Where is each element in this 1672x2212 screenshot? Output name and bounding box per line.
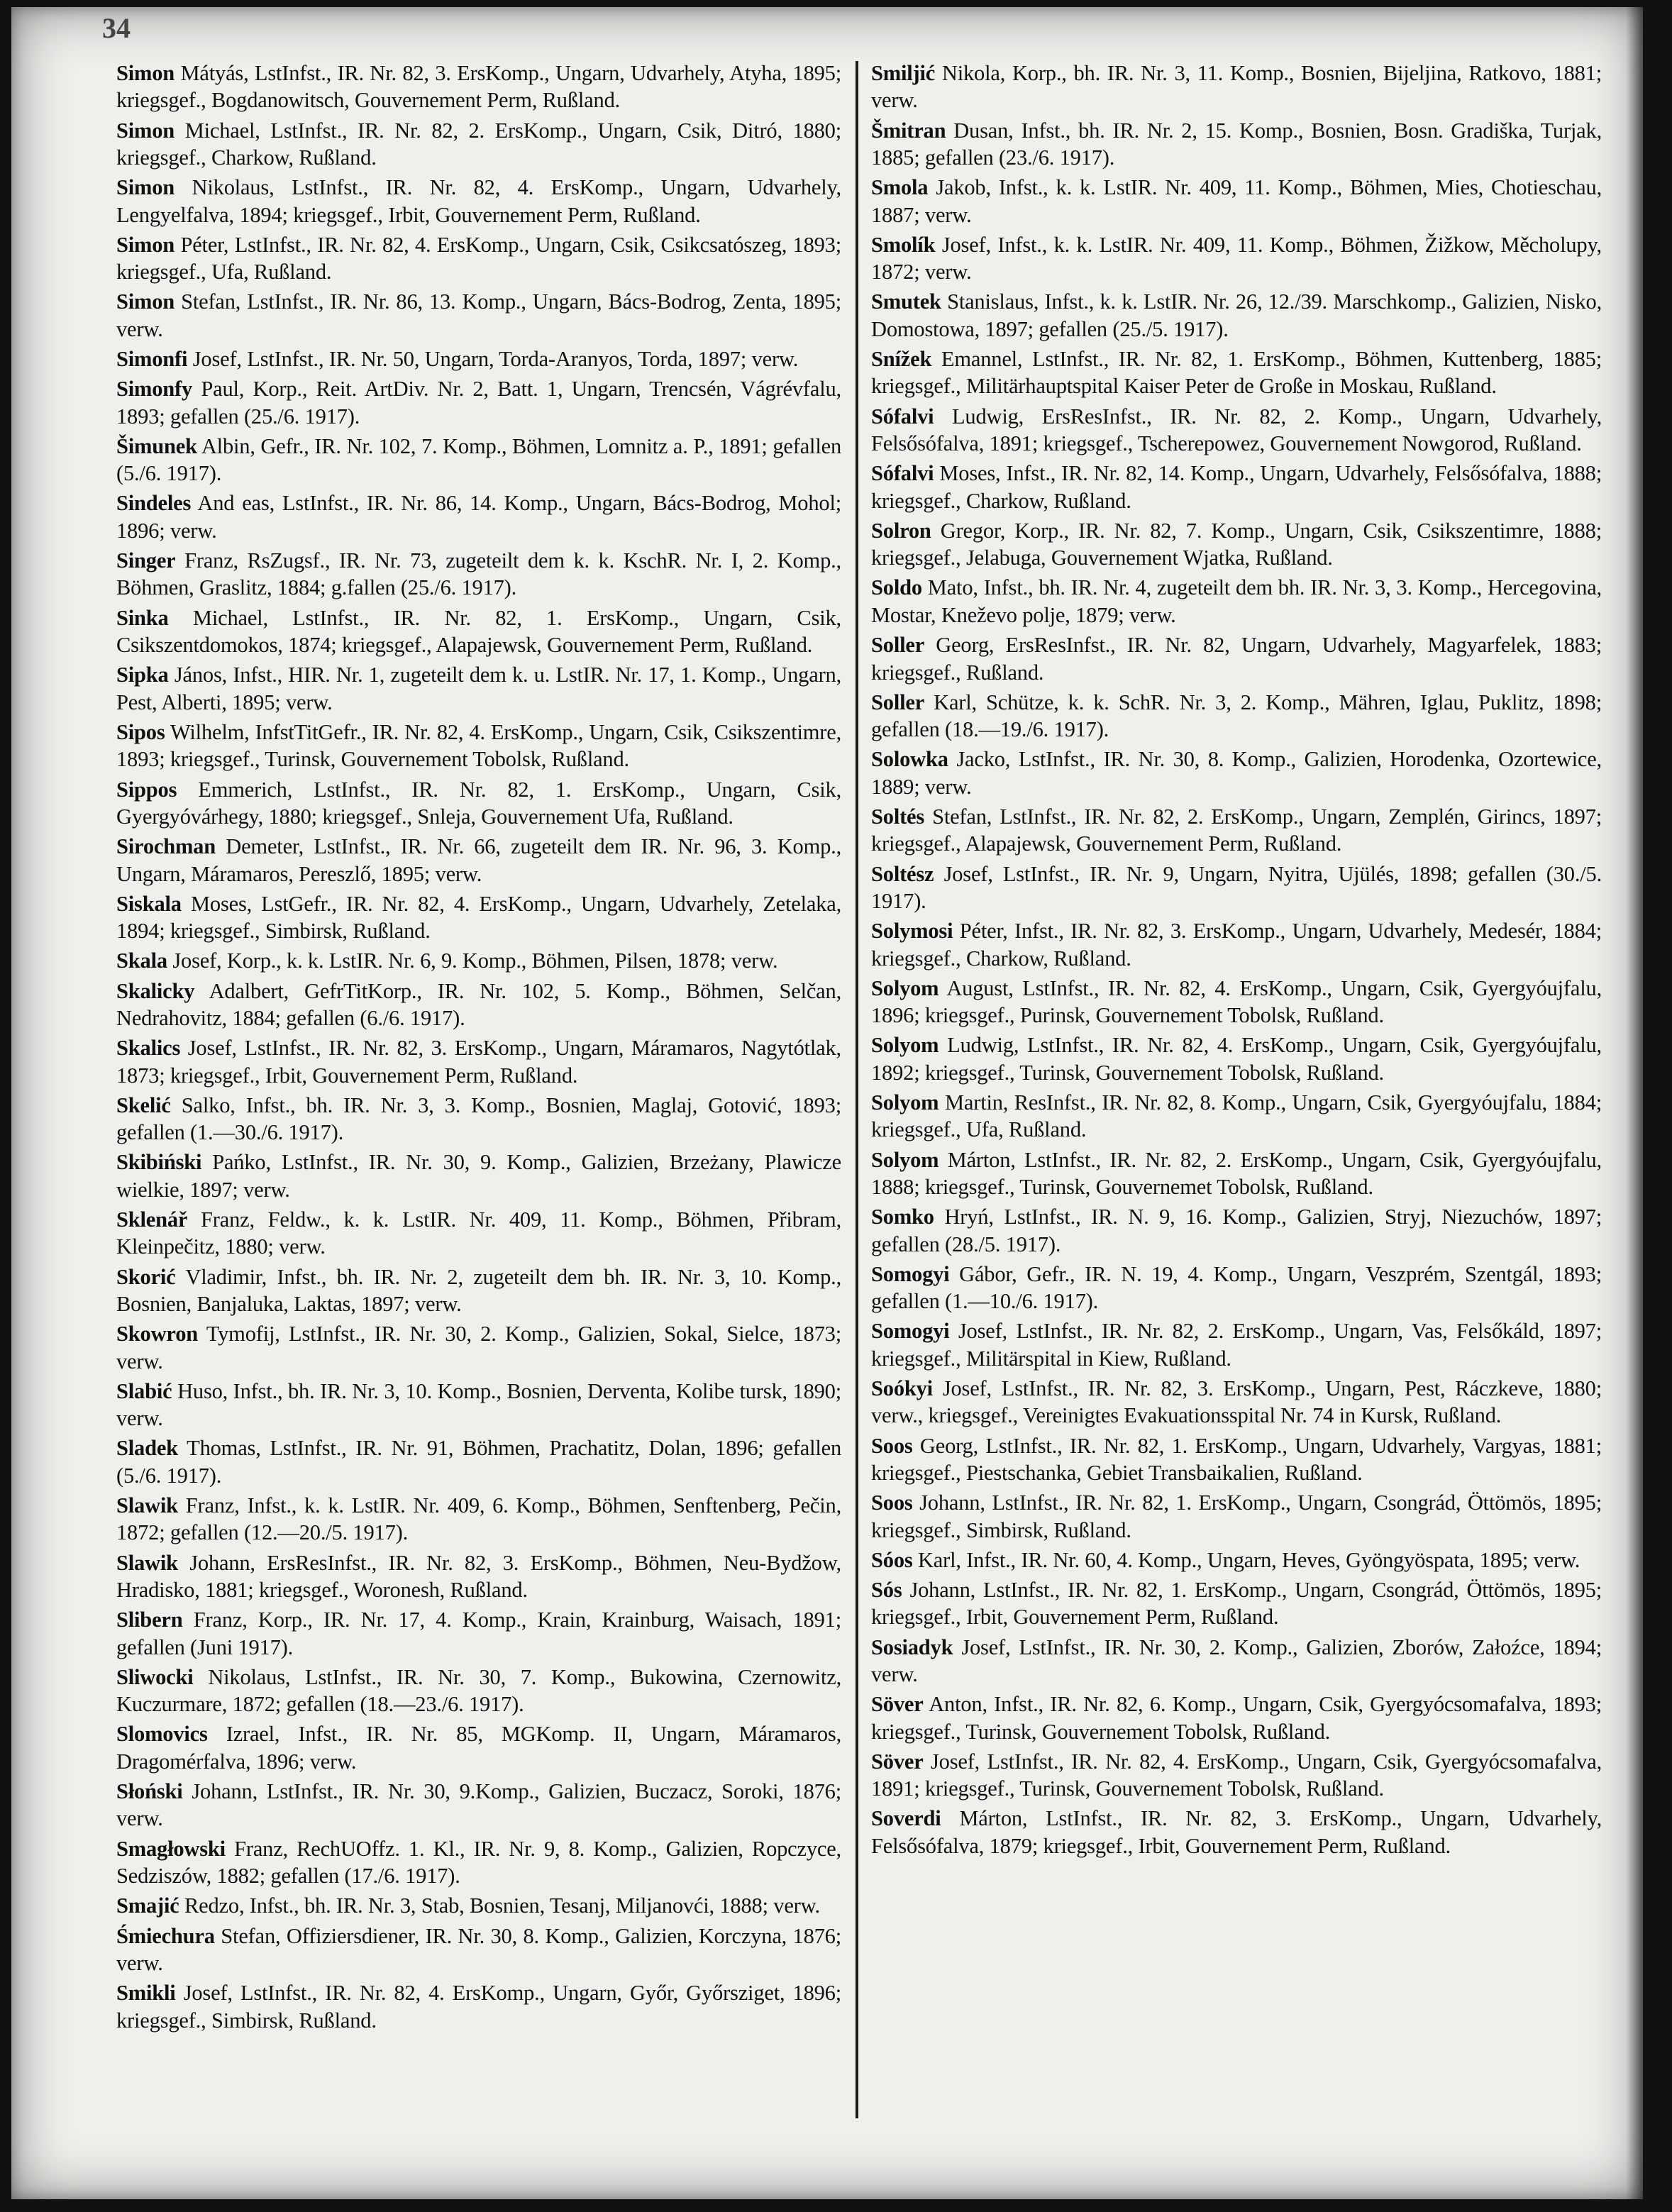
list-entry — [871, 231, 1602, 286]
entry-details: Josef, LstInfst., IR. Nr. 82, 3. ErsKomp., Ungarn, Máramaros, Nagytótlak, 1873; kriegsgef., Irbit, Gouvernement Perm, Rußland. — [116, 1036, 841, 1088]
entry-details: Georg, ErsResInfst., IR. Nr. 82, Ungarn, Udvarhely, Magyarfelek, 1883; kriegsgef., Rußland. — [871, 633, 1602, 685]
entry-details: Dusan, Infst., bh. IR. Nr. 2, 15. Komp., Bosnien, Bosn. Gradiška, Turjak, 1885; gefallen (23./6. 1917). — [871, 118, 1602, 170]
entry-surname: Skibiński — [116, 1150, 202, 1175]
entry-surname: Slabić — [116, 1378, 172, 1403]
entry-surname: Skelić — [116, 1093, 171, 1117]
list-entry — [116, 60, 841, 114]
entry-details: Josef, LstInfst., IR. Nr. 82, 3. ErsKomp., Ungarn, Pest, Ráczkeve, 1880; verw., kriegsgef., Vereinigtes Evakuationsspital Nr. 74 in Kursk, Rußland. — [871, 1376, 1602, 1428]
entry-surname: Skorić — [116, 1264, 176, 1289]
entry-surname: Slibern — [116, 1608, 183, 1632]
entry-surname: Solron — [871, 518, 931, 543]
list-entry — [116, 288, 841, 343]
entry-surname: Simonfy — [116, 377, 193, 402]
entry-surname: Sirochman — [116, 834, 216, 859]
entry-details: Josef, LstInfst., IR. Nr. 9, Ungarn, Nyitra, Ujülés, 1898; gefallen (30./5. 1917). — [871, 861, 1602, 913]
entry-surname: Solowka — [871, 747, 948, 772]
list-entry — [116, 1720, 841, 1775]
entry-details: Stefan, LstInfst., IR. Nr. 86, 13. Komp., Ungarn, Bács-Bodrog, Zenta, 1895; verw. — [116, 289, 841, 341]
list-entry — [116, 1664, 841, 1718]
entry-surname: Sindeles — [116, 491, 192, 516]
entry-surname: Skala — [116, 949, 167, 973]
list-entry — [116, 890, 841, 945]
entry-surname: Soókyi — [871, 1376, 933, 1401]
entry-details: Albin, Gefr., IR. Nr. 102, 7. Komp., Böhmen, Lomnitz a. P., 1891; gefallen (5./6. 1917). — [116, 433, 841, 486]
entry-surname: Skowron — [116, 1322, 199, 1346]
list-entry — [871, 917, 1602, 972]
entry-surname: Sinka — [116, 605, 169, 630]
entry-details: Nikolaus, LstInfst., IR. Nr. 82, 4. ErsKomp., Ungarn, Udvarhely, Lengyelfalva, 1894; kriegsgef., Irbit, Gouvernement Perm, Rußland. — [116, 175, 841, 227]
list-entry — [871, 1805, 1602, 1859]
entry-surname: Sipos — [116, 719, 165, 744]
page-edge-shadow — [1626, 7, 1643, 2199]
entry-surname: Somko — [871, 1205, 934, 1229]
entry-surname: Siskala — [116, 891, 182, 916]
entry-surname: Śmiechura — [116, 1923, 215, 1948]
entry-details: Izrael, Infst., IR. Nr. 85, MGKomp. II, Ungarn, Máramaros, Dragomérfalva, 1896; verw. — [116, 1722, 841, 1774]
list-entry — [116, 1320, 841, 1375]
entry-details: Josef, Infst., k. k. LstIR. Nr. 409, 11. Komp., Böhmen, Žižkow, Měcholupy, 1872; verw. — [871, 232, 1602, 284]
entry-details: Nikolaus, LstInfst., IR. Nr. 30, 7. Komp., Bukowina, Czernowitz, Kuczurmare, 1872; gefallen (18.—23./6. 1917). — [116, 1664, 841, 1717]
list-entry — [116, 117, 841, 172]
list-entry — [116, 1492, 841, 1547]
entry-surname: Sóos — [871, 1547, 913, 1572]
entry-details: Hryń, LstInfst., IR. N. 9, 16. Komp., Galizien, Stryj, Niezuchów, 1897; gefallen (28./5. 1917). — [871, 1205, 1602, 1256]
list-entry — [116, 433, 841, 487]
entry-surname: Simon — [116, 232, 175, 257]
entry-details: Salko, Infst., bh. IR. Nr. 3, 3. Komp., Bosnien, Maglaj, Gotović, 1893; gefallen (1.—30./6. 1917). — [116, 1093, 841, 1145]
entry-surname: Smola — [871, 175, 929, 200]
entry-details: Mátyás, LstInfst., IR. Nr. 82, 3. ErsKomp., Ungarn, Udvarhely, Atyha, 1895; kriegsgef., Bogdanowitsch, Gouvernement Perm, Rußland. — [116, 61, 841, 113]
list-entry — [871, 1203, 1602, 1258]
list-entry — [871, 1691, 1602, 1745]
list-entry — [871, 1748, 1602, 1803]
entry-details: Pańko, LstInfst., IR. Nr. 30, 9. Komp., Galizien, Brzeżany, Plawicze wielkie, 1897; verw. — [116, 1150, 841, 1202]
entry-details: Karl, Infst., IR. Nr. 60, 4. Komp., Ungarn, Heves, Gyöngyöspata, 1895; verw. — [917, 1547, 1580, 1572]
entry-surname: Słoński — [116, 1779, 183, 1804]
list-entry — [871, 60, 1602, 114]
entry-details: And eas, LstInfst., IR. Nr. 86, 14. Komp., Ungarn, Bács-Bodrog, Mohol; 1896; verw. — [116, 491, 841, 543]
entry-details: Stefan, Offiziersdiener, IR. Nr. 30, 8. Komp., Galizien, Korczyna, 1876; verw. — [116, 1923, 841, 1975]
entry-surname: Solymosi — [871, 919, 953, 944]
entry-details: Michael, LstInfst., IR. Nr. 82, 1. ErsKomp., Ungarn, Csik, Csikszentdomokos, 1874; kriegsgef., Alapajewsk, Gouvernement Perm, Rußland. — [116, 605, 841, 658]
list-entry — [116, 1835, 841, 1890]
entry-details: Márton, LstInfst., IR. Nr. 82, 3. ErsKomp., Ungarn, Udvarhely, Felsősófalva, 1879; kriegsgef., Irbit, Gouvernement Perm, Rußland. — [871, 1806, 1602, 1858]
list-entry — [116, 947, 841, 974]
list-entry — [116, 375, 841, 430]
entry-surname: Šmitran — [871, 118, 946, 143]
entry-details: Franz, RsZugsf., IR. Nr. 73, zugeteilt dem k. k. KschR. Nr. I, 2. Komp., Böhmen, Graslitz, 1884; g.fallen (25./6. 1917). — [116, 548, 841, 600]
entry-details: Karl, Schütze, k. k. SchR. Nr. 3, 2. Komp., Mähren, Iglau, Puklitz, 1898; gefallen (18.—19./6. 1917). — [871, 690, 1602, 742]
entry-details: Josef, LstInfst., IR. Nr. 82, 4. ErsKomp., Ungarn, Csik, Gyergyócsomafalva, 1891; kriegsgef., Turinsk, Gouvernement Tobolsk, Rußland. — [871, 1749, 1602, 1801]
list-entry — [116, 1149, 841, 1203]
entry-details: Tymofij, LstInfst., IR. Nr. 30, 2. Komp., Galizien, Sokal, Sielce, 1873; verw. — [116, 1322, 842, 1373]
entry-details: Gregor, Korp., IR. Nr. 82, 7. Komp., Ungarn, Csik, Csikszentimre, 1888; kriegsgef., Jelabuga, Gouvernement Wjatka, Rußland. — [871, 518, 1602, 570]
list-entry — [116, 1378, 841, 1432]
entry-details: Paul, Korp., Reit. ArtDiv. Nr. 2, Batt. 1, Ungarn, Trencsén, Vágrévfalu, 1893; gefallen (25./6. 1917). — [116, 377, 841, 428]
list-entry — [871, 1432, 1602, 1487]
list-entry — [871, 1489, 1602, 1544]
entry-surname: Sipka — [116, 663, 169, 687]
entry-details: Franz, Infst., k. k. LstIR. Nr. 409, 6. Komp., Böhmen, Senftenberg, Pečin, 1872; gefallen (12.—20./5. 1917). — [116, 1493, 841, 1545]
entry-details: Josef, Korp., k. k. LstIR. Nr. 6, 9. Komp., Böhmen, Pilsen, 1878; verw. — [172, 949, 778, 973]
list-entry — [871, 861, 1602, 915]
entry-details: Emannel, LstInfst., IR. Nr. 82, 1. ErsKomp., Böhmen, Kuttenberg, 1885; kriegsgef., Militärhauptspital Kaiser Peter de Große in Moskau, Rußland. — [871, 347, 1602, 399]
list-entry — [116, 604, 841, 659]
list-entry — [116, 345, 841, 372]
list-entry — [116, 174, 841, 228]
list-entry — [871, 1634, 1602, 1688]
entry-details: Huso, Infst., bh. IR. Nr. 3, 10. Komp., Bosnien, Derventa, Kolibe tursk, 1890; verw. — [116, 1378, 841, 1431]
entry-details: Franz, RechUOffz. 1. Kl., IR. Nr. 9, 8. Komp., Galizien, Ropczyce, Sedziszów, 1882; gefallen (17./6. 1917). — [116, 1836, 841, 1889]
entry-details: Josef, LstInfst., IR. Nr. 82, 2. ErsKomp., Ungarn, Vas, Felsőkáld, 1897; kriegsgef., Militärspital in Kiew, Rußland. — [871, 1319, 1602, 1371]
list-entry — [871, 1547, 1602, 1574]
list-entry — [871, 1261, 1602, 1315]
entry-surname: Simon — [116, 175, 175, 200]
list-entry — [871, 174, 1602, 228]
entry-details: Josef, LstInfst., IR. Nr. 82, 4. ErsKomp., Ungarn, Győr, Győrsziget, 1896; kriegsgef., Simbirsk, Rußland. — [116, 1981, 841, 2033]
list-entry — [871, 574, 1602, 629]
entry-surname: Smolík — [871, 232, 936, 257]
list-entry — [871, 631, 1602, 686]
entry-surname: Skalicky — [116, 978, 195, 1003]
entry-details: Thomas, LstInfst., IR. Nr. 91, Böhmen, Prachatitz, Dolan, 1896; gefallen (5./6. 1917). — [116, 1436, 842, 1488]
list-entry — [871, 288, 1602, 343]
entry-details: Michael, LstInfst., IR. Nr. 82, 2. ErsKomp., Ungarn, Csik, Ditró, 1880; kriegsgef., Charkow, Rußland. — [116, 118, 841, 170]
list-entry — [116, 547, 841, 602]
list-entry — [116, 231, 841, 286]
list-entry — [871, 975, 1602, 1029]
entry-details: Péter, Infst., IR. Nr. 82, 3. ErsKomp., Ungarn, Udvarhely, Medesér, 1884; kriegsgef., Charkow, Rußland. — [871, 919, 1602, 970]
entry-surname: Soller — [871, 690, 925, 714]
list-entry — [116, 661, 841, 716]
entry-surname: Soltész — [871, 861, 934, 886]
list-entry — [116, 719, 841, 773]
entry-details: Vladimir, Infst., bh. IR. Nr. 2, zugeteilt dem bh. IR. Nr. 3, 10. Komp., Bosnien, Banjaluka, Laktas, 1897; verw. — [116, 1264, 841, 1316]
entry-surname: Skalics — [116, 1036, 181, 1061]
entry-details: Jacko, LstInfst., IR. Nr. 30, 8. Komp., Galizien, Horodenka, Ozortewice, 1889; verw. — [871, 747, 1602, 799]
entry-surname: Singer — [116, 548, 176, 573]
list-entry — [871, 1032, 1602, 1086]
list-entry — [116, 1034, 841, 1089]
document-page — [11, 7, 1643, 2199]
entry-surname: Smagłowski — [116, 1836, 226, 1861]
list-entry — [871, 345, 1602, 400]
entry-details: Jakob, Infst., k. k. LstIR. Nr. 409, 11. Komp., Böhmen, Mies, Chotieschau, 1887; verw. — [871, 175, 1602, 227]
entry-surname: Sófalvi — [871, 404, 934, 428]
list-entry — [116, 1892, 841, 1919]
entry-details: Nikola, Korp., bh. IR. Nr. 3, 11. Komp., Bosnien, Bijeljina, Ratkovo, 1881; verw. — [871, 61, 1602, 113]
entry-details: Stefan, LstInfst., IR. Nr. 82, 2. ErsKomp., Ungarn, Zemplén, Girincs, 1897; kriegsgef., Alapajewsk, Gouvernement Perm, Rußland. — [871, 804, 1602, 856]
list-entry — [116, 1778, 841, 1832]
entry-details: Georg, LstInfst., IR. Nr. 82, 1. ErsKomp., Ungarn, Udvarhely, Vargyas, 1881; kriegsgef., Piestschanka, Gebiet Transbaikalien, Rußland. — [871, 1433, 1602, 1486]
entry-details: Gábor, Gefr., IR. N. 19, 4. Komp., Ungarn, Veszprém, Szentgál, 1893; gefallen (1.—10./6. 1917). — [871, 1261, 1602, 1314]
list-entry — [116, 833, 841, 887]
list-entry — [871, 460, 1602, 514]
list-entry — [116, 1606, 841, 1661]
entry-surname: Sófalvi — [871, 461, 934, 486]
entry-surname: Söver — [871, 1749, 924, 1774]
list-entry — [116, 1092, 841, 1146]
list-entry — [116, 776, 841, 831]
entry-surname: Somogyi — [871, 1319, 950, 1344]
list-entry — [116, 1923, 841, 1977]
entry-surname: Soos — [871, 1433, 913, 1458]
entry-surname: Solyom — [871, 1033, 939, 1058]
list-entry — [871, 1576, 1602, 1631]
left-column — [116, 60, 841, 2037]
list-entry — [116, 1549, 841, 1604]
entry-details: Johann, LstInfst., IR. Nr. 30, 9.Komp., Galizien, Buczacz, Soroki, 1876; verw. — [116, 1779, 841, 1831]
list-entry — [871, 517, 1602, 572]
entry-details: Péter, LstInfst., IR. Nr. 82, 4. ErsKomp., Ungarn, Csik, Csikcsatószeg, 1893; kriegsgef., Ufa, Rußland. — [116, 232, 841, 284]
entry-details: Josef, LstInfst., IR. Nr. 30, 2. Komp., Galizien, Zborów, Załoźce, 1894; verw. — [871, 1635, 1602, 1687]
page-number: 34 — [102, 12, 131, 44]
list-entry — [871, 1146, 1602, 1201]
entry-details: August, LstInfst., IR. Nr. 82, 4. ErsKomp., Ungarn, Csik, Gyergyóujfalu, 1896; kriegsgef., Purinsk, Gouvernement Tobolsk, Rußland. — [871, 975, 1602, 1028]
entry-details: Wilhelm, InfstTitGefr., IR. Nr. 82, 4. ErsKomp., Ungarn, Csik, Csikszentimre, 1893; kriegsgef., Turinsk, Gouvernement Tobolsk, Rußland. — [116, 719, 841, 772]
entry-surname: Simon — [116, 61, 175, 85]
entry-details: Josef, LstInfst., IR. Nr. 50, Ungarn, Torda-Aranyos, Torda, 1897; verw. — [192, 347, 799, 372]
entry-surname: Sliwocki — [116, 1664, 194, 1689]
right-column — [871, 60, 1602, 1862]
entry-surname: Smiljić — [871, 61, 936, 85]
list-entry — [116, 1434, 841, 1489]
entry-details: János, Infst., HIR. Nr. 1, zugeteilt dem k. u. LstIR. Nr. 17, 1. Komp., Ungarn, Pest, Alberti, 1895; verw. — [116, 663, 841, 714]
entry-surname: Sklenář — [116, 1207, 188, 1232]
entry-surname: Sosiadyk — [871, 1635, 953, 1659]
entry-details: Johann, LstInfst., IR. Nr. 82, 1. ErsKomp., Ungarn, Csongrád, Öttömös, 1895; kriegsgef., Irbit, Gouvernement Perm, Rußland. — [871, 1578, 1602, 1630]
entry-surname: Soverdi — [871, 1806, 941, 1831]
entry-surname: Sladek — [116, 1436, 178, 1461]
entry-details: Márton, LstInfst., IR. Nr. 82, 2. ErsKomp., Ungarn, Csik, Gyergyóujfalu, 1888; kriegsgef., Turinsk, Gouvernemet Tobolsk, Rußland. — [871, 1147, 1602, 1199]
list-entry — [116, 1979, 841, 2034]
list-entry — [871, 403, 1602, 458]
entry-details: Franz, Korp., IR. Nr. 17, 4. Komp., Krain, Krainburg, Waisach, 1891; gefallen (Juni 1917). — [116, 1608, 841, 1659]
entry-details: Johann, ErsResInfst., IR. Nr. 82, 3. ErsKomp., Böhmen, Neu-Bydžow, Hradisko, 1881; kriegsgef., Woronesh, Rußland. — [116, 1550, 841, 1603]
list-entry — [871, 803, 1602, 858]
entry-details: Stanislaus, Infst., k. k. LstIR. Nr. 26, 12./39. Marschkomp., Galizien, Nisko, Domostowa, 1897; gefallen (25./5. 1917). — [871, 289, 1602, 341]
list-entry — [116, 1263, 841, 1318]
list-entry — [116, 978, 841, 1032]
entry-details: Martin, ResInfst., IR. Nr. 82, 8. Komp., Ungarn, Csik, Gyergyóujfalu, 1884; kriegsgef., Ufa, Rußland. — [871, 1090, 1602, 1142]
entry-surname: Soos — [871, 1491, 913, 1515]
entry-surname: Smikli — [116, 1981, 176, 2006]
entry-surname: Somogyi — [871, 1261, 950, 1286]
list-entry — [871, 746, 1602, 800]
entry-details: Redzo, Infst., bh. IR. Nr. 3, Stab, Bosnien, Tesanj, Miljanovći, 1888; verw. — [184, 1893, 820, 1918]
entry-surname: Solyom — [871, 975, 939, 1000]
column-divider — [856, 61, 858, 2118]
entry-surname: Soltés — [871, 804, 925, 829]
entry-details: Moses, LstGefr., IR. Nr. 82, 4. ErsKomp., Ungarn, Udvarhely, Zetelaka, 1894; kriegsgef., Simbirsk, Rußland. — [116, 891, 841, 944]
entry-details: Emmerich, LstInfst., IR. Nr. 82, 1. ErsKomp., Ungarn, Csik, Gyergyóvárhegy, 1880; kriegsgef., Snleja, Gouvernement Ufa, Rußland. — [116, 777, 841, 829]
entry-details: Mato, Infst., bh. IR. Nr. 4, zugeteilt dem bh. IR. Nr. 3, 3. Komp., Hercegovina, Mostar, Kneževo polje, 1879; verw. — [871, 575, 1602, 627]
entry-surname: Smajić — [116, 1893, 179, 1918]
entry-surname: Solyom — [871, 1147, 939, 1172]
entry-surname: Slomovics — [116, 1722, 208, 1747]
list-entry — [871, 689, 1602, 743]
list-entry — [871, 1375, 1602, 1429]
entry-details: Franz, Feldw., k. k. LstIR. Nr. 409, 11. Komp., Böhmen, Přibram, Kleinpečitz, 1880; verw. — [116, 1207, 841, 1259]
list-entry — [116, 1206, 841, 1261]
entry-surname: Solyom — [871, 1090, 939, 1115]
entry-surname: Simon — [116, 118, 175, 143]
entry-surname: Simon — [116, 289, 175, 314]
entry-details: Ludwig, ErsResInfst., IR. Nr. 82, 2. Komp., Ungarn, Udvarhely, Felsősófalva, 1891; kriegsgef., Tscherepowez, Gouvernement Nowgorod, Rußland. — [871, 404, 1602, 456]
entry-surname: Sós — [871, 1578, 902, 1603]
entry-surname: Simonfi — [116, 347, 188, 372]
entry-surname: Smutek — [871, 289, 941, 314]
entry-details: Adalbert, GefrTitKorp., IR. Nr. 102, 5. Komp., Böhmen, Selčan, Nedrahovitz, 1884; gefallen (6./6. 1917). — [116, 978, 841, 1030]
entry-surname: Soldo — [871, 575, 922, 600]
entry-details: Demeter, LstInfst., IR. Nr. 66, zugeteilt dem IR. Nr. 96, 3. Komp., Ungarn, Máramaros, Pereszlő, 1895; verw. — [116, 834, 841, 886]
entry-surname: Šimunek — [116, 433, 197, 458]
entry-details: Anton, Infst., IR. Nr. 82, 6. Komp., Ungarn, Csik, Gyergyócsomafalva, 1893; kriegsgef., Turinsk, Gouvernement Tobolsk, Rußland. — [871, 1692, 1602, 1744]
entry-surname: Söver — [871, 1692, 924, 1717]
list-entry — [116, 490, 841, 544]
entry-details: Johann, LstInfst., IR. Nr. 82, 1. ErsKomp., Ungarn, Csongrád, Öttömös, 1895; kriegsgef., Simbirsk, Rußland. — [871, 1491, 1602, 1542]
list-entry — [871, 1317, 1602, 1372]
entry-surname: Slawik — [116, 1550, 178, 1575]
list-entry — [871, 1089, 1602, 1144]
entry-surname: Sippos — [116, 777, 177, 802]
entry-surname: Snížek — [871, 347, 932, 372]
entry-details: Moses, Infst., IR. Nr. 82, 14. Komp., Ungarn, Udvarhely, Felsősófalva, 1888; kriegsgef., Charkow, Rußland. — [871, 461, 1602, 513]
list-entry — [871, 117, 1602, 172]
entry-surname: Soller — [871, 633, 925, 658]
entry-surname: Slawik — [116, 1493, 178, 1518]
entry-details: Ludwig, LstInfst., IR. Nr. 82, 4. ErsKomp., Ungarn, Csik, Gyergyóujfalu, 1892; kriegsgef., Turinsk, Gouvernement Tobolsk, Rußland. — [871, 1033, 1602, 1085]
